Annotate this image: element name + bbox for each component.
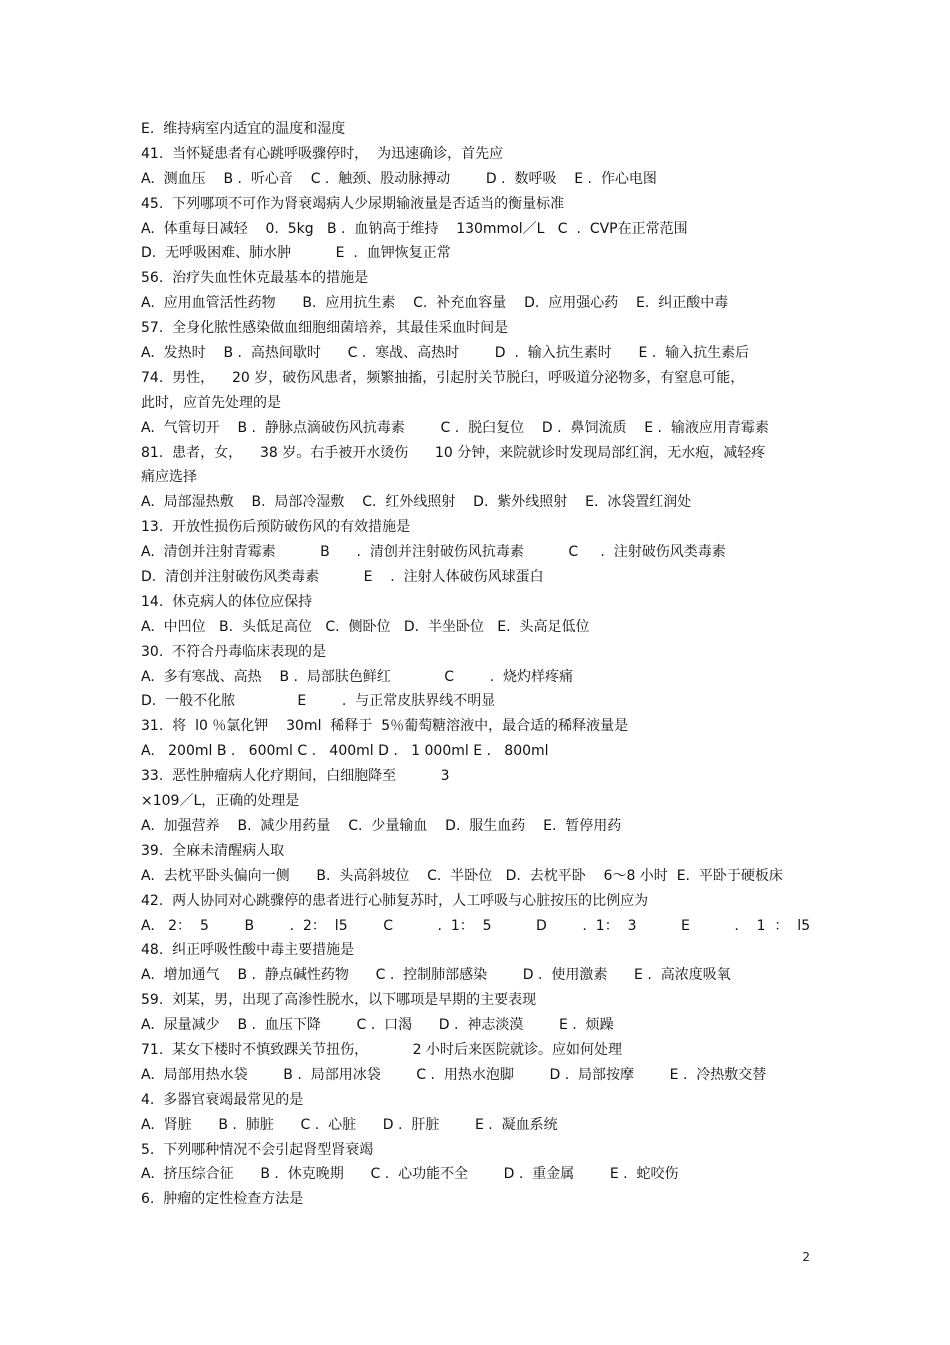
text-line: A. 气管切开 B . 静脉点滴破伤风抗毒素 C . 脱臼复位 D . 鼻饲流质 E . 输液应用青霉素: [141, 419, 769, 436]
text-line: A. 2： 5 B . 2： l5 C . 1： 5 D . 1： 3 E . 1 ： l5: [141, 917, 811, 934]
text-line: A. 测血压 B . 听心音 C . 触颈、股动脉搏动 D . 数呼吸 E . 作心电图: [141, 170, 657, 187]
text-line: A. 去枕平卧头偏向一侧 B. 头高斜坡位 C. 半卧位 D. 去枕平卧 6～8 小时 E. 平卧于硬板床: [141, 867, 783, 884]
text-line: E. 维持病室内适宜的温度和湿度: [141, 121, 346, 137]
text-line: A. 体重每日减轻 0. 5kg B . 血钠高于维持 130mmol／L C . CVP在正常范围: [141, 220, 688, 237]
text-line: A. 尿量减少 B . 血压下降 C . 口渴 D . 神志淡漠 E . 烦躁: [141, 1017, 614, 1034]
text-line: 14. 休克病人的体位应保持: [141, 593, 313, 610]
text-line: D. 清创并注射破伤风类毒素 E . 注射人体破伤风球蛋白: [141, 569, 544, 586]
page-number: 2: [802, 1250, 810, 1264]
text-line: 31. 将 l0 ％氯化钾 30ml 稀释于 5％葡萄糖溶液中，最合适的稀释液量是: [141, 718, 629, 735]
text-line: A. 加强营养 B. 减少用药量 C. 少量输血 D. 服生血药 E. 暂停用药: [141, 817, 622, 834]
text-line: 33. 恶性肿瘤病人化疗期间，白细胞降至 3: [141, 768, 450, 785]
document-body: [141, 117, 821, 1212]
text-line: 71. 某女下楼时不慎致踝关节扭伤， 2 小时后来医院就诊。应如何处理: [141, 1041, 623, 1058]
text-line: 45. 下列哪项不可作为肾衰竭病人少尿期输液量是否适当的衡量标准: [141, 195, 565, 212]
text-line: D. 一般不化脓 E . 与正常皮肤界线不明显: [141, 693, 496, 710]
text-line: 48. 纠正呼吸性酸中毒主要措施是: [141, 942, 355, 959]
text-line: 6. 肿瘤的定性检查方法是: [141, 1191, 304, 1208]
text-line: 痛应选择: [141, 469, 197, 486]
text-line: A. 发热时 B . 高热间歇时 C . 寒战、高热时 D . 输入抗生素时 E . 输入抗生素后: [141, 345, 750, 362]
text-line: A. 清创并注射青霉素 B . 清创并注射破伤风抗毒素 C . 注射破伤风类毒素: [141, 544, 726, 561]
text-line: A. 中凹位 B. 头低足高位 C. 侧卧位 D. 半坐卧位 E. 头高足低位: [141, 618, 590, 635]
text-line: A. 挤压综合征 B . 休克晚期 C . 心功能不全 D . 重金属 E . 蛇咬伤: [141, 1166, 679, 1183]
text-line: A. 局部湿热敷 B. 局部冷湿敷 C. 红外线照射 D. 紫外线照射 E. 冰袋置红润处: [141, 494, 692, 511]
text-line: 81. 患者，女， 38 岁。右手被开水烫伤 10 分钟，来院就诊时发现局部红润，无水疱，减轻疼: [141, 444, 766, 461]
text-line: 30. 不符合丹毒临床表现的是: [141, 643, 327, 660]
text-line: D. 无呼吸困难、肺水肿 E . 血钾恢复正常: [141, 245, 451, 262]
text-line: 13. 开放性损伤后预防破伤风的有效措施是: [141, 519, 411, 536]
text-line: A. 应用血管活性药物 B. 应用抗生素 C. 补充血容量 D. 应用强心药 E. 纠正酸中毒: [141, 295, 729, 312]
text-line: A. 增加通气 B . 静点碱性药物 C . 控制肺部感染 D . 使用激素 E . 高浓度吸氧: [141, 967, 731, 984]
text-line: 4. 多器官衰竭最常见的是: [141, 1091, 304, 1108]
text-line: 39. 全麻未清醒病人取: [141, 842, 285, 859]
text-line: 42. 两人协同对心跳骤停的患者进行心肺复苏时，人工呼吸与心脏按压的比例应为: [141, 892, 649, 909]
text-line: A. 多有寒战、高热 B . 局部肤色鲜红 C . 烧灼样疼痛: [141, 668, 574, 685]
text-line: 此时，应首先处理的是: [141, 394, 281, 411]
text-line: 56. 治疗失血性休克最基本的措施是: [141, 270, 369, 287]
text-line: A. 肾脏 B . 肺脏 C . 心脏 D . 肝脏 E . 凝血系统: [141, 1116, 558, 1133]
text-line: A. 局部用热水袋 B . 局部用冰袋 C . 用热水泡脚 D . 局部按摩 E . 冷热敷交替: [141, 1066, 767, 1083]
text-line: A. 200ml B . 600ml C . 400ml D . 1 000ml E . 800ml: [141, 743, 549, 760]
text-line: 59. 刘某，男，出现了高渗性脱水，以下哪项是早期的主要表现: [141, 992, 537, 1009]
text-line: 74. 男性， 20 岁，破伤风患者，频繁抽搐，引起肘关节脱臼，呼吸道分泌物多，有窒息可能，: [141, 369, 745, 386]
text-line: 5. 下列哪种情况不会引起肾型肾衰竭: [141, 1141, 374, 1158]
text-line: 41. 当怀疑患者有心跳呼吸骤停时， 为迅速确诊，首先应: [141, 145, 504, 162]
text-line: 57. 全身化脓性感染做血细胞细菌培养，其最佳采血时间是: [141, 320, 509, 337]
text-line: ×109／L，正确的处理是: [141, 793, 300, 810]
